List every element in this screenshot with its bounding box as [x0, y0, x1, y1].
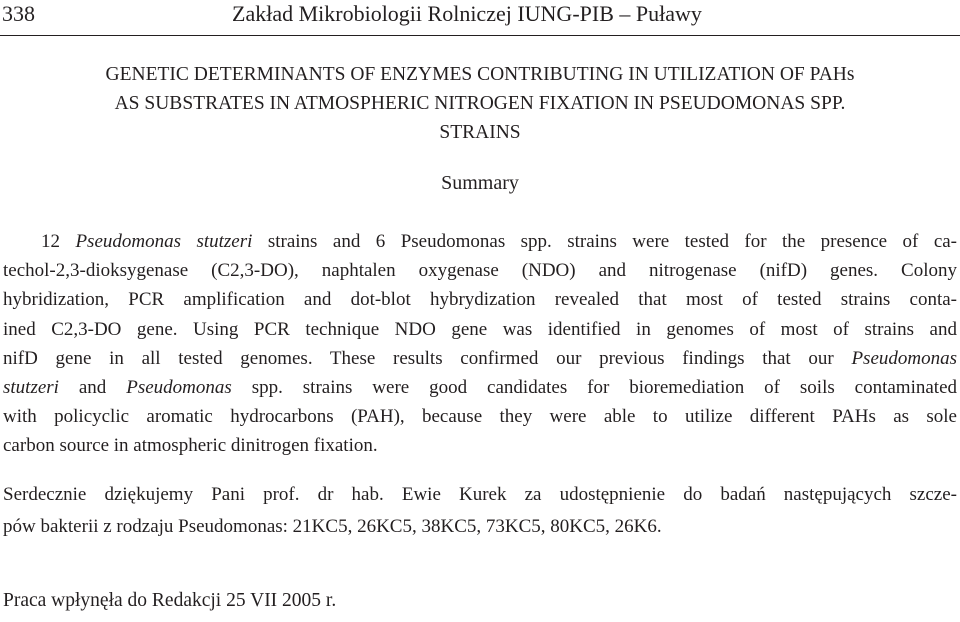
- summary-line-3: hybridization, PCR amplification and dot-blot hybrydization revealed that most of tested strains conta-: [3, 289, 957, 311]
- title-line-2: AS SUBSTRATES IN ATMOSPHERIC NITROGEN FIXATION IN PSEUDOMONAS SPP.: [114, 93, 846, 114]
- summary-paragraph: [3, 227, 957, 461]
- text-run: 12: [41, 231, 76, 252]
- acknowledgement-paragraph: [3, 479, 957, 543]
- summary-line-2: techol-2,3-dioksygenase (C2,3-DO), naphtalen oxygenase (NDO) and nitrogenase (nifD) genes. Colony: [3, 260, 957, 282]
- summary-heading: Summary: [441, 172, 519, 194]
- title-line-1: GENETIC DETERMINANTS OF ENZYMES CONTRIBUTING IN UTILIZATION OF PAHs: [105, 64, 855, 85]
- summary-line-4: ined C2,3-DO gene. Using PCR technique NDO gene was identified in genomes of most of strains and: [3, 318, 957, 340]
- summary-line-1: [3, 227, 957, 256]
- acknowledgement-line-2: pów bakterii z rodzaju Pseudomonas: 21KC5, 26KC5, 38KC5, 73KC5, 80KC5, 26K6.: [3, 516, 662, 537]
- species-name: Pseudomonas: [126, 377, 232, 399]
- running-header: [0, 0, 960, 36]
- received-date-note: Praca wpłynęła do Redakcji 25 VII 2005 r.: [3, 590, 337, 611]
- species-name: Pseudomonas: [851, 347, 957, 369]
- article-title: [0, 60, 960, 147]
- text-run: spp. strains were good candidates for bioremediation of soils contaminated: [231, 377, 958, 399]
- page-number: 338: [2, 1, 35, 26]
- text-run: and: [58, 377, 127, 399]
- text-run: nifD gene in all tested genomes. These results confirmed our previous findings that our: [3, 347, 852, 369]
- species-name: Pseudomonas stutzeri: [75, 231, 253, 252]
- summary-line-5: [3, 344, 957, 373]
- summary-line-8: carbon source in atmospheric dinitrogen fixation.: [3, 435, 378, 457]
- acknowledgement-line-1: Serdecznie dziękujemy Pani prof. dr hab. Ewie Kurek za udostępnienie do badań następujących szcze-: [3, 484, 957, 505]
- journal-name: Zakład Mikrobiologii Rolniczej IUNG-PIB – Puławy: [232, 1, 702, 26]
- species-name: stutzeri: [3, 377, 59, 399]
- text-run: strains and 6 Pseudomonas spp. strains were tested for the presence of ca-: [252, 231, 958, 252]
- title-line-3: STRAINS: [439, 122, 521, 143]
- summary-line-7: with policyclic aromatic hydrocarbons (PAH), because they were able to utilize different PAHs as sole: [3, 406, 957, 428]
- summary-line-6: [3, 373, 957, 402]
